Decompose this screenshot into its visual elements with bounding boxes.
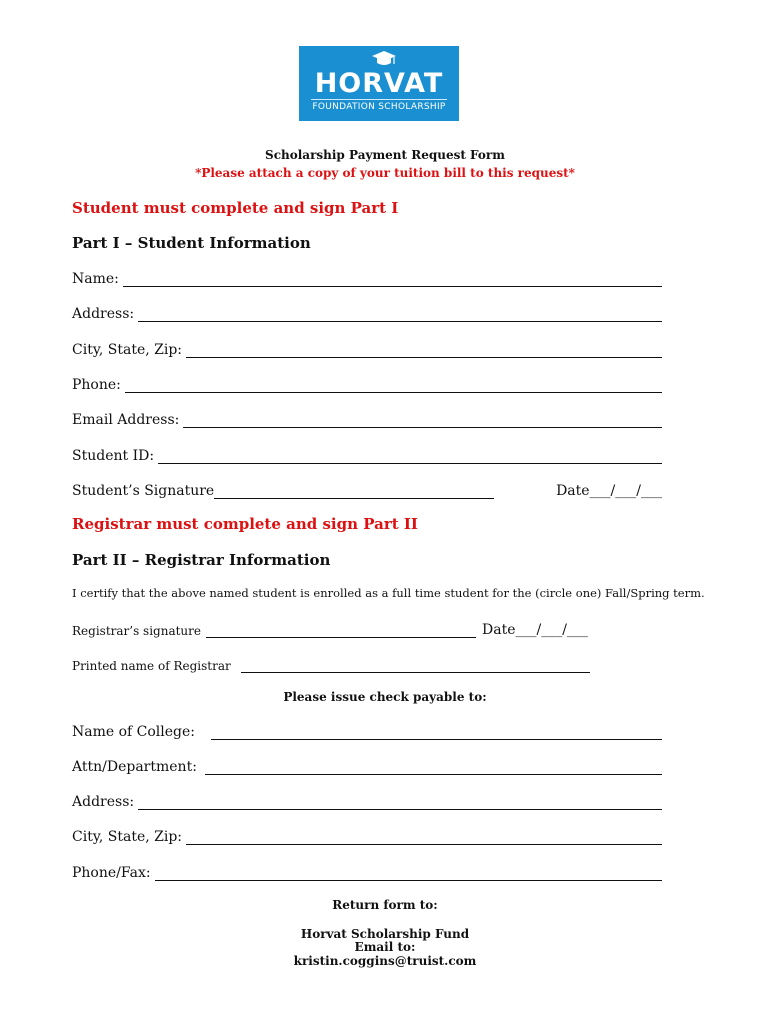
fill-line[interactable] — [123, 272, 662, 287]
signature-line[interactable] — [214, 484, 494, 499]
fill-line[interactable] — [138, 307, 662, 322]
student-signature-row[interactable] — [72, 481, 662, 499]
fill-line[interactable] — [205, 760, 662, 775]
part2-instruction: Registrar must complete and sign Part II — [72, 515, 418, 533]
field-label: Email Address: — [72, 412, 180, 428]
fill-line[interactable] — [211, 725, 662, 740]
enrollment-certification: I certify that the above named student is enrolled as a full time student for the (circle one) Fall/Spring term. — [72, 586, 705, 600]
logo-divider — [311, 99, 447, 100]
fill-line[interactable] — [155, 866, 662, 881]
signature-line[interactable] — [206, 625, 476, 638]
part1-instruction: Student must complete and sign Part I — [72, 199, 399, 217]
return-fund-name: Horvat Scholarship Fund — [300, 927, 470, 941]
field-label: Name of College: — [72, 724, 196, 740]
fill-line[interactable] — [241, 660, 590, 673]
part1-heading: Part I – Student Information — [72, 234, 311, 252]
field-label: Address: — [72, 306, 135, 322]
field-label: Registrar’s signature — [72, 624, 201, 638]
attn-department-field[interactable] — [72, 757, 662, 775]
field-label: Printed name of Registrar — [72, 659, 231, 673]
field-label: City, State, Zip: — [72, 342, 183, 358]
student-city-field[interactable] — [72, 340, 662, 358]
college-city-field[interactable] — [72, 827, 662, 845]
fill-line[interactable] — [186, 830, 662, 845]
logo-subtitle: FOUNDATION SCHOLARSHIP — [312, 102, 446, 112]
return-email[interactable]: kristin.coggins@truist.com — [293, 954, 477, 968]
return-email-label: Email to: — [354, 940, 416, 954]
logo-wordmark: HORVAT — [314, 68, 444, 99]
field-label: City, State, Zip: — [72, 829, 183, 845]
fill-line[interactable] — [125, 378, 662, 393]
horvat-logo — [299, 46, 459, 121]
field-label: Attn/Department: — [72, 759, 197, 775]
form-title: Scholarship Payment Request Form — [265, 148, 505, 162]
student-date-field[interactable]: Date___/___/___ — [556, 483, 662, 499]
student-phone-field[interactable] — [72, 375, 662, 393]
attach-notice: *Please attach a copy of your tuition bill to this request* — [195, 166, 575, 180]
return-heading: Return form to: — [332, 898, 438, 912]
registrar-printed-name-field[interactable] — [72, 655, 590, 673]
college-address-field[interactable] — [72, 792, 662, 810]
registrar-date-field[interactable]: Date___/___/___ — [482, 622, 588, 638]
college-phone-fax-field[interactable] — [72, 863, 662, 881]
field-label: Name: — [72, 271, 119, 287]
fill-line[interactable] — [158, 449, 662, 464]
student-name-field[interactable] — [72, 269, 662, 287]
graduation-cap-icon — [371, 50, 397, 68]
fill-line[interactable] — [138, 795, 662, 810]
student-id-field[interactable] — [72, 446, 662, 464]
college-name-field[interactable] — [72, 722, 662, 740]
field-label: Address: — [72, 794, 135, 810]
field-label: Phone/Fax: — [72, 865, 151, 881]
field-label: Student ID: — [72, 448, 155, 464]
field-label: Student’s Signature — [72, 483, 215, 499]
student-address-field[interactable] — [72, 304, 662, 322]
field-label: Phone: — [72, 377, 121, 393]
fill-line[interactable] — [186, 343, 662, 358]
registrar-signature-row[interactable] — [72, 620, 617, 638]
student-email-field[interactable] — [72, 410, 662, 428]
payable-heading: Please issue check payable to: — [283, 690, 487, 704]
fill-line[interactable] — [183, 413, 662, 428]
part2-heading: Part II – Registrar Information — [72, 551, 331, 569]
